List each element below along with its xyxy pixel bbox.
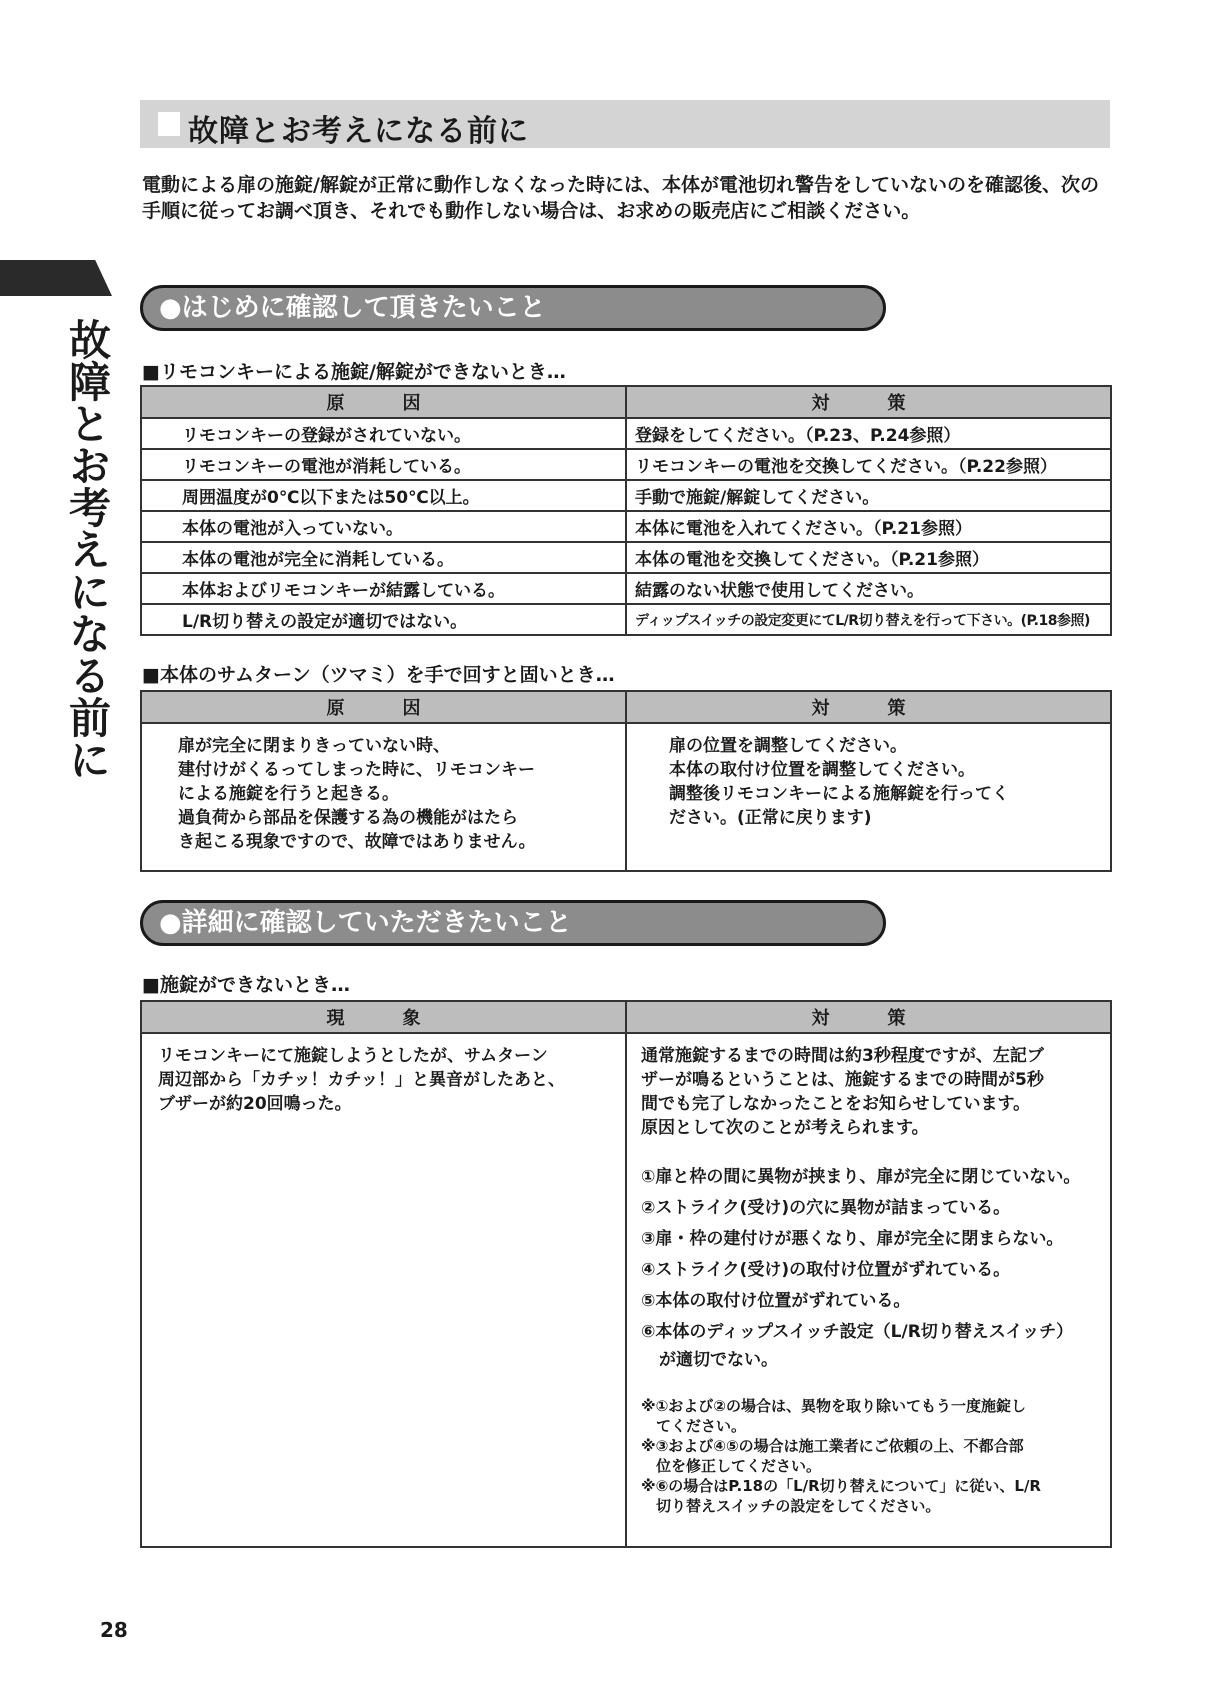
cause-item: ①扉と枠の間に異物が挟まり、扉が完全に閉じていない。: [641, 1167, 1081, 1187]
table1-cause-cell: 本体およびリモコンキーが結露している。: [141, 573, 626, 604]
cause-item-continuation: が適切でない。: [659, 1350, 778, 1370]
table1-cause-cell: リモコンキーの登録がされていない。: [141, 418, 626, 449]
table1-fix-cell: ディップスイッチの設定変更にてL/R切り替えを行って下さい。(P.18参照): [626, 604, 1111, 635]
note-line: ※①および②の場合は、異物を取り除いてもう一度施錠し: [641, 1397, 1026, 1415]
text-line: ださい。(正常に戻ります): [669, 808, 872, 828]
table1-cause-cell: 周囲温度が0℃以下または50℃以上。: [141, 480, 626, 511]
table2-header-cause: 原 因: [141, 691, 626, 723]
section2-heading: ●詳細に確認していただきたいこと: [140, 900, 886, 946]
cause-item: ②ストライク(受け)の穴に異物が詰まっている。: [641, 1198, 1011, 1218]
table1-fix-cell: 本体に電池を入れてください。（P.21参照）: [626, 511, 1111, 542]
table2-title: ■本体のサムターン（ツマミ）を手で回すと固いとき…: [142, 664, 615, 686]
table1-title: ■リモコンキーによる施錠/解錠ができないとき…: [142, 361, 566, 383]
section1-heading: ●はじめに確認して頂きたいこと: [140, 285, 886, 331]
text-line: 建付けがくるってしまった時に、リモコンキー: [178, 760, 535, 780]
table3-fix-cell: [626, 1033, 1111, 1547]
text-line: 周辺部から「カチッ！カチッ！」と異音がしたあと、: [158, 1070, 565, 1090]
text-line: き起こる現象ですので、故障ではありません。: [178, 832, 536, 852]
page-title-bar: [140, 100, 1110, 148]
table1-fix-cell: 本体の電池を交換してください。（P.21参照）: [626, 542, 1111, 573]
table1-cause-cell: L/R切り替えの設定が適切ではない。: [141, 604, 626, 635]
table-row: [141, 604, 1111, 635]
page-number: 28: [100, 1618, 128, 1642]
side-vertical-label: 故障とお考えになる前に: [63, 318, 112, 780]
table1-cause-cell: 本体の電池が完全に消耗している。: [141, 542, 626, 573]
text-line: ザーが鳴るということは、施錠するまでの時間が5秒: [641, 1070, 1044, 1090]
side-tab-marker: [0, 260, 112, 296]
table3-header-fix: 対 策: [626, 1001, 1111, 1033]
note-line: 位を修正してください。: [641, 1457, 822, 1475]
table1-cause-cell: 本体の電池が入っていない。: [141, 511, 626, 542]
table1-fix-cell: 手動で施錠/解錠してください。: [626, 480, 1111, 511]
text-line: リモコンキーにて施錠しようとしたが、サムターン: [158, 1046, 548, 1066]
text-line: 通常施錠するまでの時間は約3秒程度ですが、左記ブ: [641, 1046, 1044, 1066]
text-line: による施錠を行うと起きる。: [178, 784, 399, 804]
intro-paragraph: 電動による扉の施錠/解錠が正常に動作しなくなった時には、本体が電池切れ警告をしていないのを確認後、次の手順に従ってお調べ頂き、それでも動作しない場合は、お求めの販売店にご相談ください。: [142, 174, 1099, 222]
cause-item: ③扉・枠の建付けが悪くなり、扉が完全に閉まらない。: [641, 1229, 1064, 1249]
table-row: [141, 723, 1111, 871]
note-line: ※⑥の場合はP.18の「L/R切り替えについて」に従い、L/R: [641, 1477, 1041, 1495]
table1-header-cause: 原 因: [141, 386, 626, 418]
text-line: 調整後リモコンキーによる施解錠を行ってく: [669, 784, 1009, 804]
page-title: 故障とお考えになる前に: [188, 114, 529, 149]
spacer: [641, 1140, 1100, 1162]
table1-fix-cell: 結露のない状態で使用してください。: [626, 573, 1111, 604]
table-row: [141, 480, 1111, 511]
note-line: ※③および④⑤の場合は施工業者にご依頼の上、不都合部: [641, 1437, 1024, 1455]
notes-block: [641, 1396, 1100, 1516]
table-row: [141, 511, 1111, 542]
text-line: 過負荷から部品を保護する為の機能がはたら: [178, 808, 518, 828]
table1-fix-cell: 登録をしてください。（P.23、P.24参照）: [626, 418, 1111, 449]
note-line: 切り替えスイッチの設定をしてください。: [641, 1497, 941, 1515]
table1-header-fix: 対 策: [626, 386, 1111, 418]
table1-remote-key: [140, 385, 1112, 636]
cause-item: ④ストライク(受け)の取付け位置がずれている。: [641, 1260, 1011, 1280]
table3-header-symptom: 現 象: [141, 1001, 626, 1033]
table-row: [141, 418, 1111, 449]
table3-locking-failure: [140, 1000, 1112, 1548]
text-line: 扉の位置を調整してください。: [669, 736, 907, 756]
text-line: 扉が完全に閉まりきっていない時、: [178, 736, 450, 756]
note-line: てください。: [641, 1417, 747, 1435]
cause-item: ⑤本体の取付け位置がずれている。: [641, 1291, 911, 1311]
text-line: 原因として次のことが考えられます。: [641, 1118, 929, 1138]
table2-cause-cell: [141, 723, 626, 871]
table1-cause-cell: リモコンキーの電池が消耗している。: [141, 449, 626, 480]
table1-fix-cell: リモコンキーの電池を交換してください。（P.22参照）: [626, 449, 1111, 480]
table-row: [141, 573, 1111, 604]
text-line: 間でも完了しなかったことをお知らせしています。: [641, 1094, 1031, 1114]
table-row: [141, 449, 1111, 480]
title-square-mark: [158, 112, 180, 136]
cause-item: ⑥本体のディップスイッチ設定（L/R切り替えスイッチ）: [641, 1322, 1074, 1342]
table2-fix-cell: [626, 723, 1111, 871]
table-row: [141, 542, 1111, 573]
text-line: 本体の取付け位置を調整してください。: [669, 760, 975, 780]
text-line: ブザーが約20回鳴った。: [158, 1094, 352, 1114]
table2-header-fix: 対 策: [626, 691, 1111, 723]
table3-title: ■施錠ができないとき…: [142, 974, 350, 996]
table-row: [141, 1033, 1111, 1547]
table2-thumbturn: [140, 690, 1112, 872]
table3-symptom-cell: [141, 1033, 626, 1547]
